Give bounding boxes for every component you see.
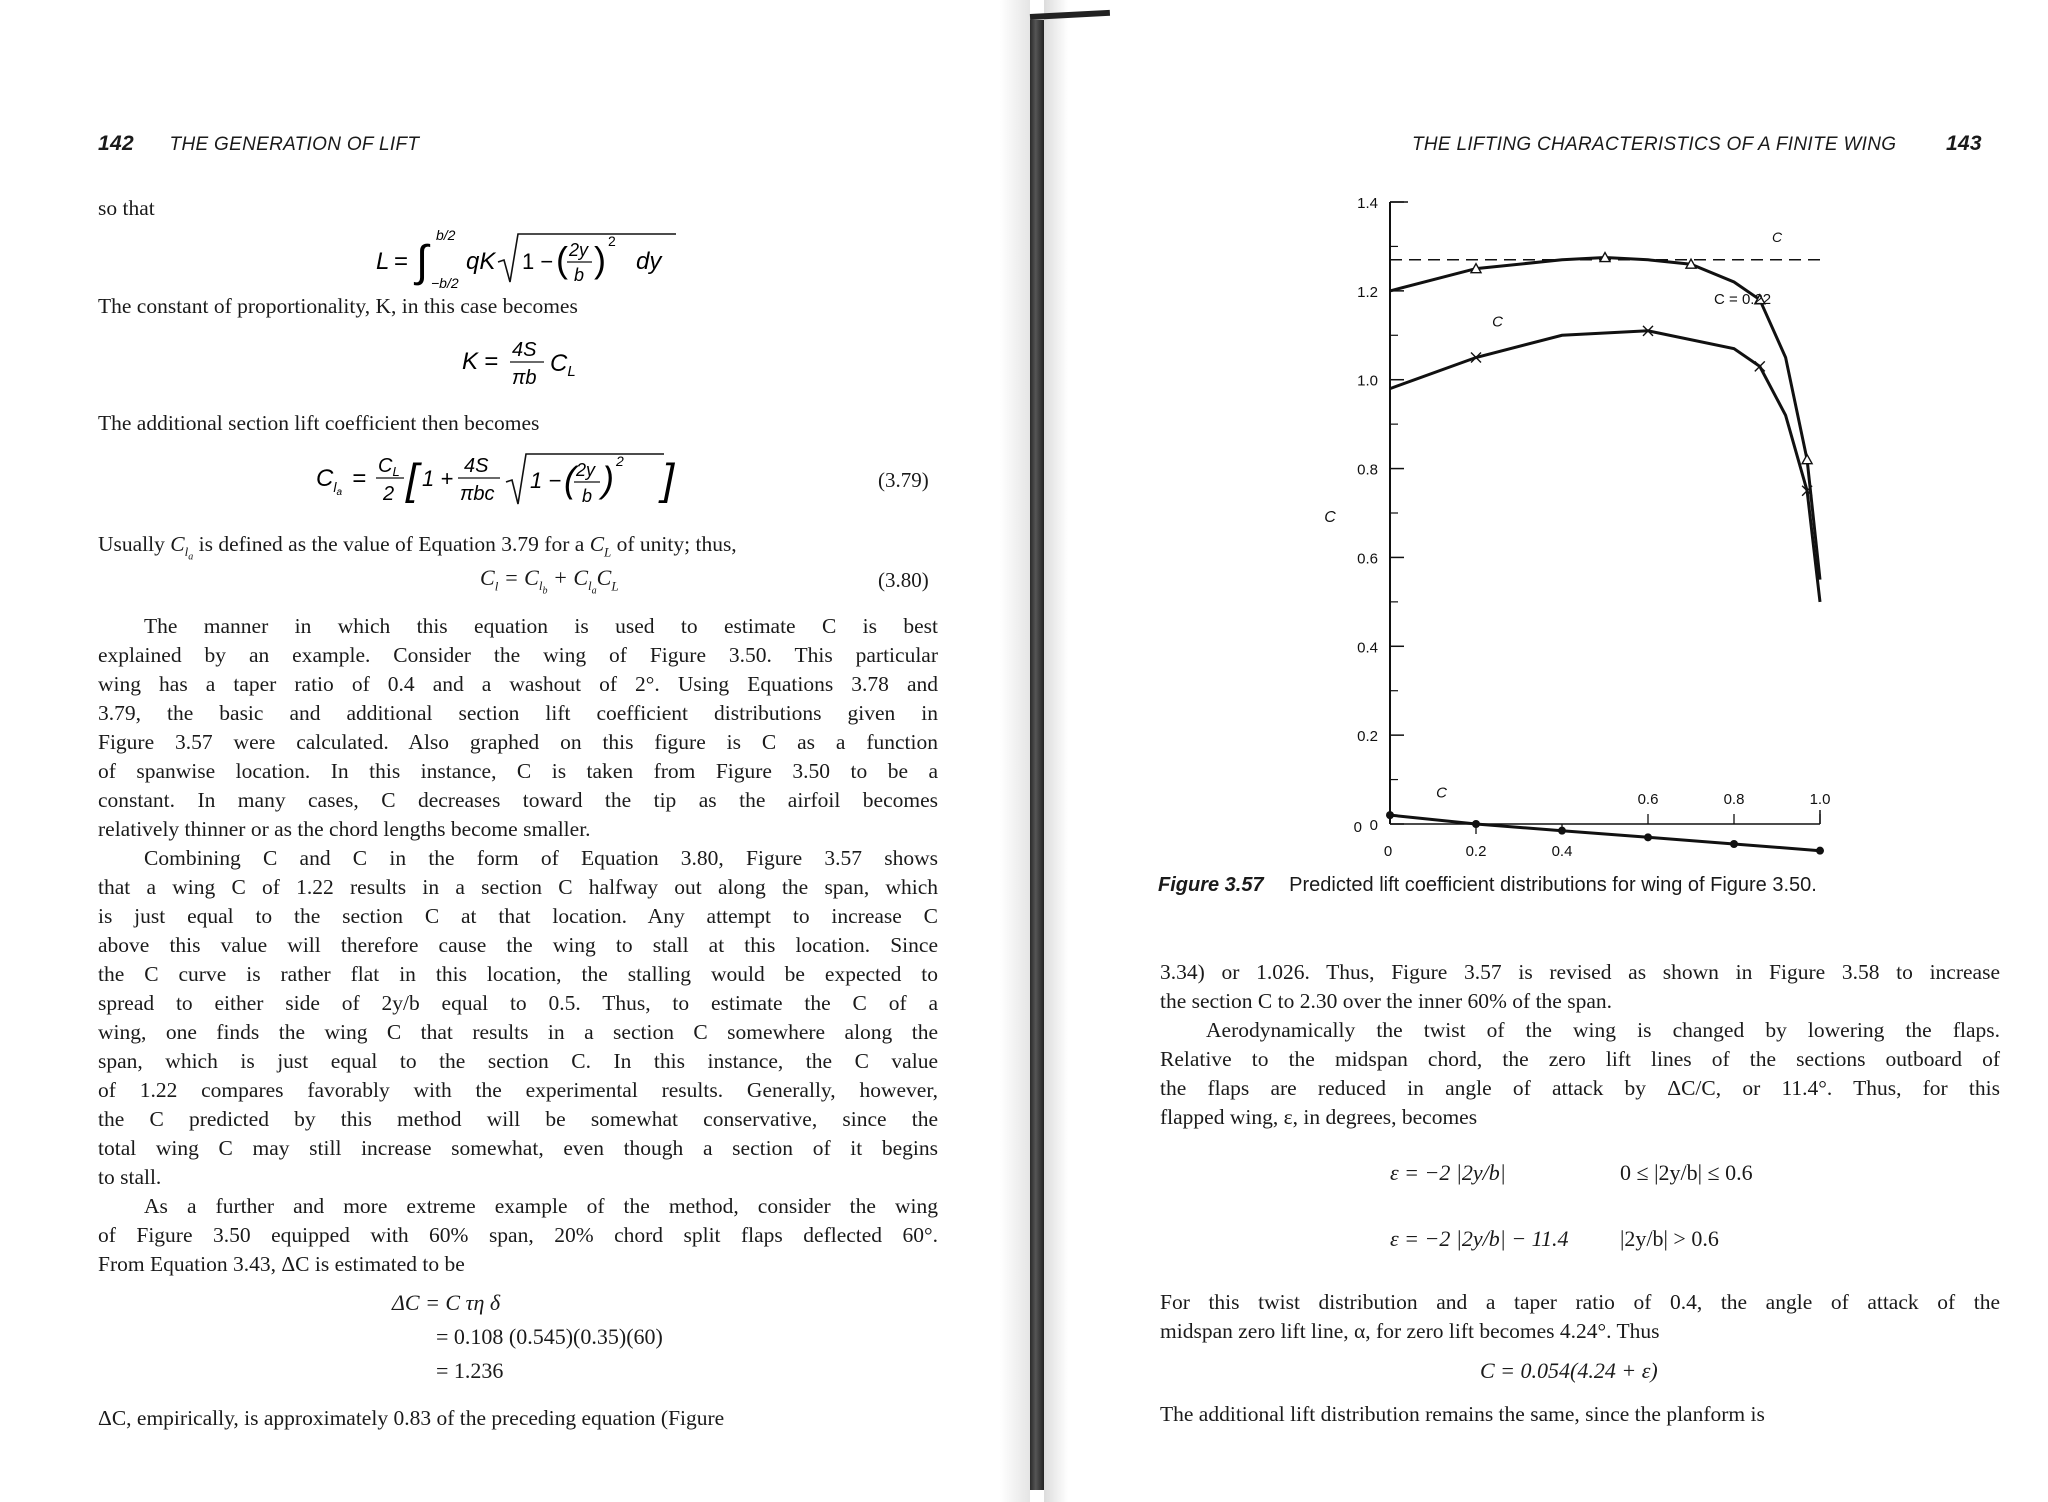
y-tick-label: 1.2: [1357, 283, 1378, 301]
equation-number-3-79: (3.79): [878, 468, 929, 492]
equation-lift-integral: [376, 226, 706, 302]
text-line: From Equation 3.43, ΔC is estimated to be: [98, 1252, 465, 1276]
label-cl-022: C = 0.22: [1714, 291, 1772, 309]
lift-distribution-chart: [1300, 180, 1880, 860]
svg-text:=: =: [352, 465, 367, 492]
text-line: ΔC, empirically, is approximately 0.83 of the preceding equation (Figure: [98, 1406, 725, 1430]
text-line: Aerodynamically the twist of the wing is changed by lowering the flaps.: [1206, 1018, 2000, 1042]
data-point-dot: [1730, 840, 1738, 848]
text-line: constant. In many cases, C decreases toward the tip as the airfoil becomes: [98, 788, 938, 812]
data-point-dot: [1386, 811, 1394, 819]
text-line: 3.79, the basic and additional section lift coefficient distributions given in: [98, 701, 938, 725]
svg-text:4S: 4S: [464, 455, 489, 477]
svg-text:=: =: [484, 348, 499, 375]
text-line: spread to either side of 2y/b equal to 0.5. Thus, to estimate the C of a: [98, 991, 938, 1015]
label-clmax: C: [1771, 228, 1783, 245]
text-line: of spanwise location. In this instance, C is taken from Figure 3.50 to be a: [98, 759, 938, 783]
text-line: the flaps are reduced in angle of attack by ΔC/C, or 11.4°. Thus, for this: [1160, 1076, 2000, 1100]
svg-text:qK: qK: [466, 248, 496, 275]
label-clb: C: [1436, 784, 1448, 802]
label-cla: C: [1492, 313, 1503, 331]
text-line: Relative to the midspan chord, the zero lift lines of the sections outboard of: [1160, 1047, 2000, 1071]
svg-text:∫: ∫: [416, 237, 429, 286]
x-tick-label: 0.2: [1465, 843, 1487, 860]
paragraph-revised: [1160, 958, 2000, 1132]
data-point-dot: [1558, 827, 1566, 835]
paragraph-manner: [98, 612, 938, 1279]
text-line: relatively thinner or as the chord lengths become smaller.: [98, 817, 591, 841]
text-line: As a further and more extreme example of the method, consider the wing: [144, 1194, 938, 1218]
equation-3-80: $C_l = C_{l_b} + C_{l_a}C_L$: [480, 565, 619, 597]
text-line: of Figure 3.50 equipped with 60% span, 20% chord split flaps deflected 60°.: [98, 1223, 938, 1247]
svg-text:=: =: [394, 248, 409, 275]
svg-text:): ): [594, 239, 606, 280]
text-line: is just equal to the section C at that location. Any attempt to increase C: [98, 904, 938, 928]
figure-label: Figure 3.57: [1158, 874, 1264, 896]
svg-text:2: 2: [383, 483, 395, 505]
svg-text:): ): [602, 459, 614, 500]
svg-text:K: K: [462, 348, 479, 375]
svg-text:CL: $C_L$: [378, 455, 400, 479]
running-head-left: [98, 132, 419, 156]
text-so-that: so that: [98, 196, 155, 220]
text-line: The additional lift distribution remains the same, since the planform is: [1160, 1402, 1765, 1426]
x-tick-label: 0.6: [1637, 791, 1659, 808]
x-tick-label: 0.8: [1723, 791, 1745, 808]
svg-text:1 −: 1 −: [530, 468, 562, 493]
svg-text:Cla: $C_{l_a}$: [316, 465, 343, 498]
equation-K: [462, 334, 612, 400]
svg-text:2: 2: [608, 233, 616, 249]
svg-text:4S: 4S: [512, 339, 537, 361]
svg-text:2: 2: [616, 453, 624, 469]
equation-3-79: [316, 448, 696, 522]
svg-text:πb: πb: [512, 367, 537, 389]
x-tick-label: 1.0: [1809, 791, 1831, 808]
text-line: explained by an example. Consider the wing of Figure 3.50. This particular: [98, 643, 938, 667]
text-line: span, which is just equal to the section C. In this instance, the C value: [98, 1049, 938, 1073]
svg-text:−b/2: −b/2: [431, 275, 459, 291]
text-final-left: [98, 1404, 938, 1433]
svg-text:b: b: [574, 265, 585, 285]
y-tick-label: 0.2: [1357, 728, 1378, 746]
svg-text:πbc: πbc: [460, 483, 495, 505]
svg-text:1 −: 1 −: [522, 249, 554, 274]
x-tick-label: 0: [1383, 843, 1393, 860]
text-line: The manner in which this equation is used to estimate C is best: [144, 614, 938, 638]
svg-text:b: b: [582, 486, 593, 506]
paragraph-twist: [1160, 1288, 2000, 1346]
y-tick-label: 0.6: [1357, 550, 1378, 568]
series-line-3: [1390, 815, 1820, 851]
svg-text:(: (: [564, 459, 576, 500]
data-point-dot: [1816, 847, 1824, 855]
text-line: Figure 3.57 were calculated. Also graphed on this figure is C as a function: [98, 730, 938, 754]
chapter-title: THE GENERATION OF LIFT: [169, 134, 420, 155]
text-line: the C predicted by this method will be somewhat conservative, since the: [98, 1107, 938, 1131]
svg-text:]: ]: [662, 455, 675, 504]
text-line: wing has a taper ratio of 0.4 and a washout of 2°. Using Equations 3.78 and: [98, 672, 938, 696]
data-point-dot: [1472, 820, 1480, 828]
text-line: midspan zero lift line, α, for zero lift becomes 4.24°. Thus: [1160, 1319, 1660, 1343]
text-line: the section C to 2.30 over the inner 60% of the span.: [1160, 989, 1612, 1013]
data-point-triangle: [1802, 455, 1812, 464]
page-number-143: 143: [1945, 132, 1982, 155]
text-additional: The additional section lift coefficient then becomes: [98, 411, 540, 435]
svg-text:CL: $C_L$: [550, 350, 576, 380]
y-tick-label: 1.4: [1357, 195, 1378, 212]
text-line: For this twist distribution and a taper ratio of 0.4, the angle of attack of the: [1160, 1290, 2000, 1314]
text-line: total wing C may still increase somewhat, even though a section of it begins: [98, 1136, 938, 1160]
text-line: flapped wing, ε, in degrees, becomes: [1160, 1105, 1478, 1129]
svg-text:2y: 2y: [576, 460, 596, 480]
text-line: wing, one finds the wing C that results in a section C somewhere along the: [98, 1020, 938, 1044]
y-tick-label: 0.4: [1357, 639, 1378, 657]
equation-delta-cl-value: = 0.108 (0.545)(0.35)(60): [436, 1324, 663, 1349]
x-tick-label: 0.4: [1551, 843, 1573, 860]
y-tick-label: 1.0: [1357, 372, 1378, 390]
text-line: the C curve is rather flat in this location, the stalling would be expected to: [98, 962, 938, 986]
equation-clb: C = 0.054(4.24 + ε): [1480, 1358, 1658, 1383]
page-number-142: 142: [98, 132, 134, 155]
svg-text:b/2: b/2: [436, 227, 456, 243]
equation-delta-cl: ΔC = C τη δ: [392, 1290, 501, 1315]
section-title: THE LIFTING CHARACTERISTICS OF A FINITE WING: [1412, 134, 1897, 155]
equation-epsilon-2-condition: |2y/b| > 0.6: [1620, 1226, 1719, 1251]
figure-caption: [1158, 874, 1817, 897]
figure-caption-text: Predicted lift coefficient distributions for wing of Figure 3.50.: [1289, 874, 1817, 896]
svg-text:1 +: 1 +: [422, 466, 454, 491]
svg-text:L: L: [376, 248, 390, 275]
svg-text:2y: 2y: [569, 240, 589, 260]
y-axis-label: C: [1324, 508, 1336, 526]
equation-number-3-80: (3.80): [878, 568, 929, 592]
data-point-x: [1755, 361, 1765, 371]
text-line: 3.34) or 1.026. Thus, Figure 3.57 is revised as shown in Figure 3.58 to increase: [1160, 960, 2000, 984]
text-line: above this value will therefore cause the wing to stall at this location. Since: [98, 933, 938, 957]
text-final-right: [1160, 1400, 2000, 1429]
y-tick-label: 0.8: [1357, 461, 1378, 479]
right-page: [1010, 0, 2048, 1502]
text-line: that a wing C of 1.22 results in a section C halfway out along the span, which: [98, 875, 938, 899]
equation-delta-cl-result: = 1.236: [436, 1358, 504, 1383]
svg-text:dy: dy: [636, 248, 662, 275]
data-point-dot: [1644, 833, 1652, 841]
text-usually: Usually $C_{l_a}$ is defined as the value of Equation 3.79 for a $C_L$ of unity; thus,: [98, 532, 737, 563]
running-head-right: [1412, 132, 1982, 156]
y-origin-label: 0: [1353, 819, 1362, 836]
text-line: of 1.22 compares favorably with the experimental results. Generally, however,: [98, 1078, 938, 1102]
equation-epsilon-1-condition: 0 ≤ |2y/b| ≤ 0.6: [1620, 1160, 1753, 1185]
equation-epsilon-1: ε = −2 |2y/b|: [1390, 1160, 1506, 1185]
y-tick-label: 0: [1369, 817, 1378, 834]
text-line: to stall.: [98, 1165, 162, 1189]
equation-epsilon-2: ε = −2 |2y/b| − 11.4: [1390, 1226, 1569, 1251]
svg-text:(: (: [556, 239, 568, 280]
left-page: [0, 0, 1010, 1502]
svg-text:[: [: [406, 455, 419, 504]
text-line: Combining C and C in the form of Equation 3.80, Figure 3.57 shows: [144, 846, 938, 870]
text-constant: The constant of proportionality, K, in this case becomes: [98, 294, 578, 318]
